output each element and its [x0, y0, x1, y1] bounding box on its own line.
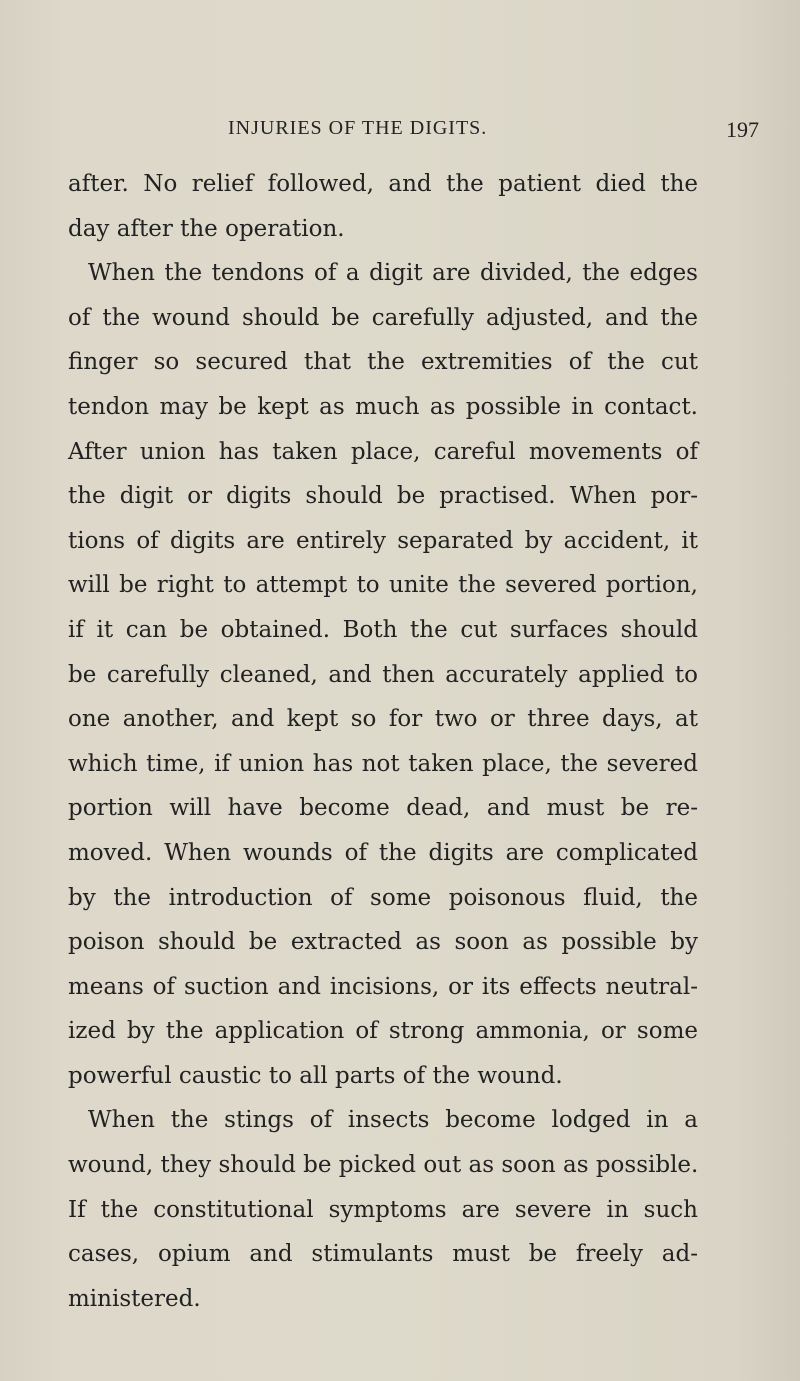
text-line: finger so secured that the extremities of the cut [68, 349, 698, 376]
text-line: If the constitutional symptoms are severe in such [68, 1196, 698, 1223]
text-line: which time, if union has not taken place, the severed [68, 750, 698, 777]
text-line: tendon may be kept as much as possible in contact. [68, 393, 698, 420]
text-line: powerful caustic to all parts of the wound. [68, 1062, 563, 1089]
text-line: the digit or digits should be practised. When por- [68, 483, 698, 510]
text-line: after. No relief followed, and the patient died the [68, 171, 698, 197]
body-text [68, 162, 698, 1321]
text-line: poison should be extracted as soon as possible by [68, 929, 698, 956]
text-line: of the wound should be carefully adjusted, and the [68, 304, 698, 331]
text-line: When the stings of insects become lodged in a [88, 1107, 698, 1134]
text-line: means of suction and incisions, or its effects neutral- [68, 973, 698, 1000]
running-title: INJURIES OF THE DIGITS. [228, 117, 488, 139]
text-line: will be right to attempt to unite the severed portion, [68, 572, 698, 599]
text-line: by the introduction of some poisonous fluid, the [68, 884, 698, 911]
text-line: tions of digits are entirely separated by accident, it [68, 527, 698, 554]
text-line: if it can be obtained. Both the cut surfaces should [68, 616, 698, 643]
text-line: day after the operation. [68, 215, 345, 242]
text-line: moved. When wounds of the digits are complicated [68, 839, 698, 866]
text-line: one another, and kept so for two or three days, at [68, 706, 698, 733]
page-number: 197 [726, 117, 759, 142]
text-line: cases, opium and stimulants must be freely ad- [68, 1241, 698, 1268]
text-line: be carefully cleaned, and then accurately applied to [68, 661, 698, 688]
text-line: portion will have become dead, and must be re- [68, 795, 698, 822]
text-line: ministered. [68, 1285, 201, 1312]
text-line: When the tendons of a digit are divided, the edges [88, 260, 698, 287]
text-line: After union has taken place, careful movements of [68, 438, 698, 465]
running-head [0, 117, 800, 147]
text-line: wound, they should be picked out as soon as possible. [68, 1152, 699, 1179]
text-line: ized by the application of strong ammonia, or some [68, 1018, 698, 1045]
